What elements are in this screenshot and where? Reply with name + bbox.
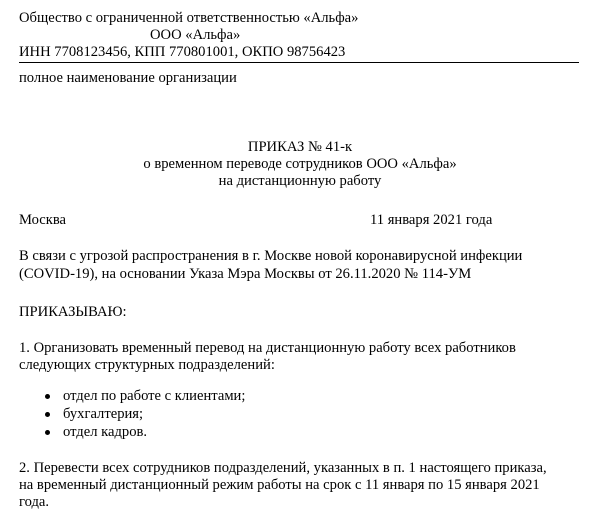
order-word: ПРИКАЗЫВАЮ: (19, 304, 127, 320)
department-label: отдел по работе с клиентами; (63, 388, 246, 404)
header-divider (19, 62, 579, 63)
preamble-line-2: (COVID-19), на основании Указа Мэра Москвы от 26.11.2020 № 114-УМ (19, 266, 472, 282)
item-1-line-1: 1. Организовать временный перевод на дистанционную работу всех работников (19, 340, 516, 356)
org-short-name: ООО «Альфа» (150, 27, 241, 43)
order-date: 11 января 2021 года (370, 212, 493, 228)
order-title: ПРИКАЗ № 41-к (247, 139, 353, 155)
order-city: Москва (19, 212, 67, 228)
item-2-line-3: года. (19, 494, 50, 510)
item-2-line-2: на временный дистанционный режим работы на срок с 11 января по 15 января 2021 (19, 477, 540, 493)
item-1-line-2: следующих структурных подразделений: (19, 357, 275, 373)
bullet-icon (45, 430, 50, 435)
department-label: бухгалтерия; (63, 406, 144, 422)
org-codes: ИНН 7708123456, КПП 770801001, ОКПО 98756423 (19, 44, 346, 60)
department-label: отдел кадров. (63, 424, 148, 440)
preamble-line-1: В связи с угрозой распространения в г. Москве новой коронавирусной инфекции (19, 248, 523, 264)
item-2-line-1: 2. Перевести всех сотрудников подразделений, указанных в п. 1 настоящего приказа, (19, 460, 547, 476)
org-full-name: Общество с ограниченной ответственностью «Альфа» (19, 10, 359, 26)
bullet-icon (45, 412, 50, 417)
org-caption: полное наименование организации (19, 70, 237, 86)
bullet-icon (45, 394, 50, 399)
order-subject: о временном переводе сотрудников ООО «Альфа» (143, 156, 457, 172)
order-subject-continued: на дистанционную работу (218, 173, 382, 189)
